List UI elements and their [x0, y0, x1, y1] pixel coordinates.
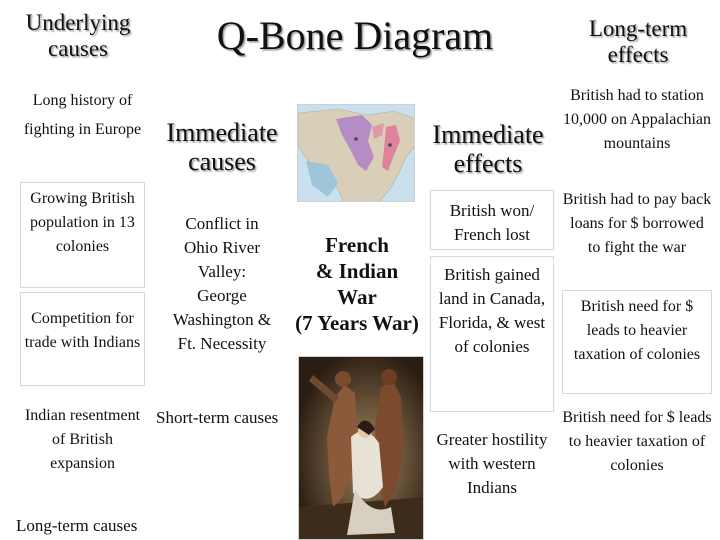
short-term-line-4: George	[197, 286, 247, 305]
page-title: Q-Bone Diagram	[216, 13, 494, 58]
left-cell-3: Competition for trade with Indians	[20, 292, 145, 386]
immediate-effect-3: Greater hostility with western Indians	[436, 430, 548, 497]
map-svg	[298, 105, 415, 202]
right-cell-2: British had to pay back loans for $ borrowed to fight the war	[562, 191, 712, 256]
short-term-line-6: Ft. Necessity	[177, 334, 267, 353]
short-term-line-2: Ohio River	[183, 238, 261, 257]
immediate-effects-heading: Immediate effects	[432, 120, 544, 178]
short-term-line-3: Valley:	[197, 262, 247, 281]
long-term-effects-heading: Long-term effects	[588, 16, 688, 67]
war-line-3: War	[337, 285, 377, 309]
long-term-causes-label: Long-term causes	[16, 516, 138, 535]
right-cell-4: British need for $ leads to heavier taxation of colonies	[562, 409, 712, 474]
painting-figures	[298, 356, 424, 540]
immediate-effect-1: British won/ French lost	[430, 190, 554, 250]
war-line-4: (7 Years War)	[295, 311, 419, 335]
right-cell-1: British had to station 10,000 on Appalachian mountains	[563, 87, 711, 152]
painting-svg	[299, 357, 424, 540]
right-cell-3: British need for $ leads to heavier taxation of colonies	[562, 290, 712, 394]
central-event	[282, 232, 432, 336]
left-cell-1: Long history of fighting in Europe	[23, 92, 142, 138]
underlying-causes-heading: Underlying causes	[25, 10, 131, 61]
war-line-1: French	[325, 233, 389, 257]
left-cell-2: Growing British population in 13 colonies	[20, 182, 145, 288]
immediate-effect-2: British gained land in Canada, Florida, & west of colonies	[430, 256, 554, 412]
short-term-cause-text	[152, 212, 292, 356]
war-line-2: & Indian	[315, 259, 399, 283]
short-term-causes-label: Short-term causes	[156, 408, 279, 427]
left-cell-4: Indian resentment of British expansion	[24, 407, 141, 472]
immediate-causes-heading: Immediate causes	[166, 118, 278, 176]
map-of-north-america	[297, 104, 415, 202]
short-term-line-1: Conflict in	[185, 214, 259, 233]
short-term-line-5: Washington &	[172, 310, 272, 329]
